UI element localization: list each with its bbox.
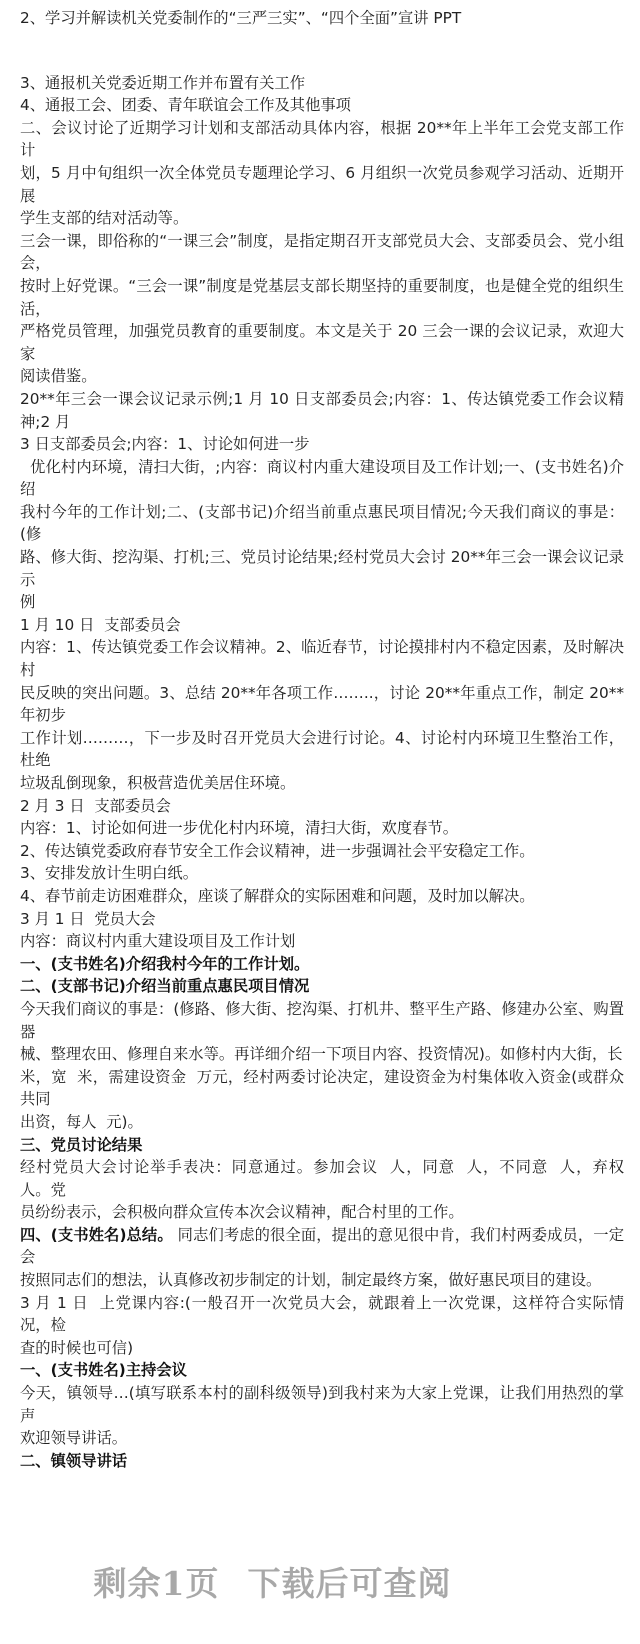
text-line (20, 795, 624, 818)
text-line (20, 546, 624, 591)
body-text: 械、整理农田、修理自来水等。再详细介绍一下项目内容、投资情况)。如修村内大街，长 (20, 1045, 623, 1064)
heading-text: 四、(支书姓名)总结。 (20, 1225, 173, 1244)
text-line (20, 840, 624, 863)
body-text: 阅读借鉴。 (20, 367, 97, 386)
heading-text: 三、党员讨论结果 (20, 1135, 143, 1154)
body-text: 3 月 1 日 上党课内容:(一般召开一次党员大会，就跟着上一次党课，这样符合实际情况，检 (20, 1293, 624, 1335)
text-line (20, 1066, 624, 1111)
text-line (20, 1156, 634, 1201)
body-text: 我村今年的工作计划;二、(支部书记)介绍当前重点惠民项目情况;今天我们商议的事是：(修 (20, 502, 624, 544)
text-line (20, 230, 624, 275)
body-text: 4、通报工会、团委、青年联谊会工作及其他事项 (20, 96, 351, 115)
body-text: 4、春节前走访困难群众，座谈了解群众的实际困难和问题，及时加以解决。 (20, 886, 535, 905)
body-text: 工作计划………，下一步及时召开党员大会进行讨论。4、讨论村内环境卫生整治工作，杜绝 (20, 728, 624, 770)
text-line (20, 1450, 624, 1473)
document-body (20, 0, 634, 1472)
body-text: 3、安排发放计生明白纸。 (20, 864, 198, 883)
text-line (20, 94, 624, 117)
body-text: 例 (20, 593, 36, 612)
text-line (20, 953, 624, 976)
body-text: 内容：商议村内重大建设项目及工作计划 (20, 932, 296, 951)
text-line (20, 501, 624, 546)
body-text: 经村党员大会讨论举手表决：同意通过。参加会议 人，同意 人，不同意 人，弃权 人。党 (20, 1158, 634, 1199)
text-line (20, 1224, 624, 1269)
text-line (20, 772, 624, 795)
body-text: 3 日支部委员会;内容：1、讨论如何进一步 (20, 435, 310, 454)
text-line (20, 1201, 624, 1224)
download-prompt[interactable] (0, 1564, 545, 1644)
body-text: 学生支部的结对活动等。 (20, 209, 189, 228)
text-line (20, 885, 624, 908)
text-line (20, 207, 624, 230)
body-text: 今天我们商议的事是：(修路、修大街、挖沟渠、打机井、整平生产路、修建办公室、购置器 (20, 999, 624, 1041)
body-text: 严格党员管理，加强党员教育的重要制度。本文是关于 20 三会一课的会议记录，欢迎大家 (20, 322, 624, 363)
text-line (20, 7, 624, 30)
body-text: 米，宽 米，需建设资金 万元，经村两委讨论决定，建设资金为村集体收入资金(或群众共同 (20, 1067, 624, 1109)
text-line (20, 1134, 624, 1157)
body-text: 二、会议讨论了近期学习计划和支部活动具体内容，根据 20**年上半年工会党支部工作计 (20, 118, 624, 160)
body-text: 内容：1、讨论如何进一步优化村内环境，清扫大街，欢度春节。 (20, 819, 459, 838)
text-line (20, 1111, 624, 1134)
body-text: 出资，每人 元)。 (20, 1112, 143, 1131)
body-text: 2、传达镇党委政府春节安全工作会议精神，进一步强调社会平安稳定工作。 (20, 841, 535, 860)
text-line (20, 320, 624, 365)
text-line (20, 117, 624, 162)
remaining-pages-text: 剩余1页 (93, 1564, 220, 1604)
body-text: 2 月 3 日 支部委员会 (20, 796, 171, 815)
text-line (20, 862, 624, 885)
text-line (20, 1427, 624, 1450)
text-line (20, 636, 624, 681)
text-line (20, 908, 624, 931)
text-line (20, 1292, 624, 1337)
body-text: 2、学习并解读机关党委制作的“三严三实”、“四个全面”宣讲 PPT (20, 9, 462, 27)
body-text: 垃圾乱倒现象，积极营造优美居住环境。 (20, 774, 296, 792)
body-text: 三会一课，即俗称的“一课三会”制度，是指定期召开支部党员大会、支部委员会、党小组会， (20, 231, 624, 273)
body-text: 划，5 月中旬组织一次全体党员专题理论学习、6 月组织一次党员参观学习活动、近期开展 (20, 163, 624, 205)
body-text: 1 月 10 日 支部委员会 (20, 615, 181, 634)
text-line (20, 275, 624, 320)
body-text: 欢迎领导讲话。 (20, 1429, 128, 1448)
heading-text: 一、(支书姓名)主持会议 (20, 1361, 187, 1380)
text-line (20, 1382, 624, 1427)
body-text: 20**年三会一课会议记录示例;1 月 10 日支部委员会;内容：1、传达镇党委工作会议精神;2 月 (20, 389, 624, 431)
heading-text: 二、镇领导讲话 (20, 1451, 128, 1470)
body-text: 查的时候也可信) (20, 1338, 134, 1357)
body-text: 3 月 1 日 党员大会 (20, 909, 156, 928)
text-line (20, 727, 624, 772)
heading-text: 二、(支部书记)介绍当前重点惠民项目情况 (20, 977, 310, 996)
body-text: 同志们考虑的很全面，提出的意见很中肯，我们村两委成员，一定会 (20, 1225, 624, 1267)
heading-text: 一、(支书姓名)介绍我村今年的工作计划。 (20, 954, 310, 973)
text-line (20, 1043, 624, 1066)
text-line (20, 388, 624, 433)
text-line (20, 456, 624, 501)
text-line (20, 614, 624, 637)
text-line (20, 975, 624, 998)
download-to-view-text[interactable]: 下载后可查阅 (247, 1564, 452, 1604)
body-text: 今天，镇领导…(填写联系本村的副科级领导)到我村来为大家上党课，让我们用热烈的掌声 (20, 1384, 624, 1425)
text-line (20, 591, 624, 614)
body-text: 员纷纷表示，会积极向群众宣传本次会议精神，配合村里的工作。 (20, 1203, 464, 1222)
text-line (20, 930, 624, 953)
text-line (20, 433, 624, 456)
text-line (20, 682, 624, 727)
body-text: 内容：1、传达镇党委工作会议精神。2、临近春节，讨论摸排村内不稳定因素，及时解决村 (20, 638, 624, 680)
text-line (20, 817, 624, 840)
text-line (20, 365, 624, 388)
body-text: 3、通报机关党委近期工作并布置有关工作 (20, 73, 306, 92)
body-text: 按时上好党课。“三会一课”制度是党基层支部长期坚持的重要制度，也是健全党的组织生活， (20, 276, 624, 318)
body-text: 民反映的突出问题。3、总结 20**年各项工作……..，讨论 20**年重点工作，制定 20**年初步 (20, 683, 624, 725)
text-line (20, 72, 624, 95)
text-line (20, 1359, 624, 1382)
body-text: 优化村内环境，清扫大街，;内容：商议村内重大建设项目及工作计划;一、(支书姓名)介绍 (20, 457, 624, 499)
text-line (20, 1269, 624, 1292)
text-line (20, 162, 624, 207)
body-text: 按照同志们的想法，认真修改初步制定的计划，制定最终方案，做好惠民项目的建设。 (20, 1271, 602, 1290)
text-line (20, 1337, 624, 1360)
text-line (20, 998, 624, 1043)
body-text: 路、修大街、挖沟渠、打机;三、党员讨论结果;经村党员大会讨 20**年三会一课会议记录示 (20, 548, 624, 589)
